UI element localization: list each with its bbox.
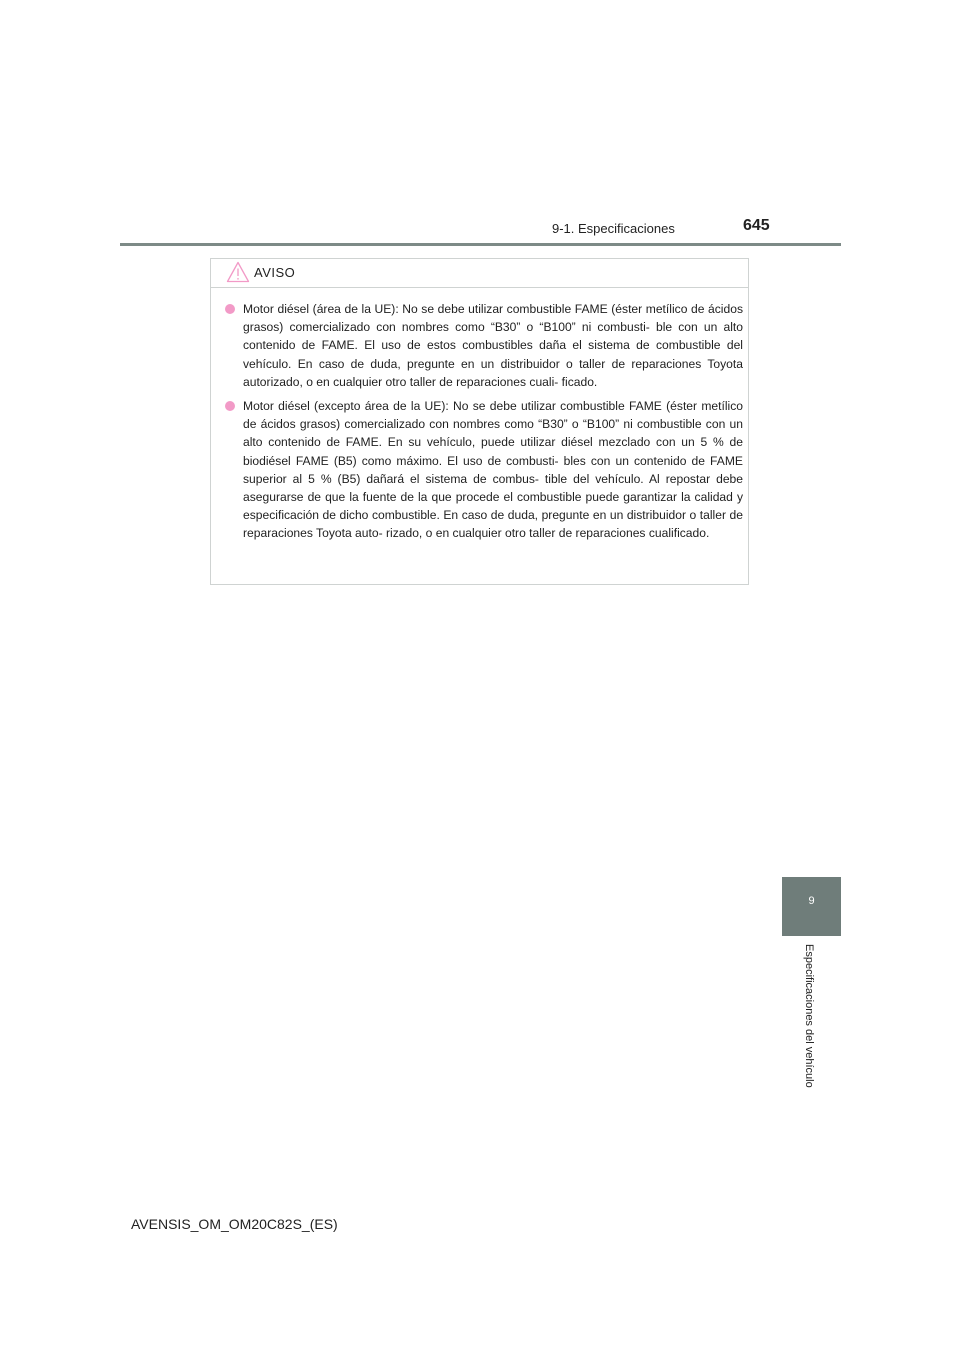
footer-code: AVENSIS_OM_OM20C82S_(ES): [131, 1216, 338, 1232]
warning-body: [224, 300, 743, 549]
bullet-dot-icon: [225, 304, 235, 314]
section-title: 9-1. Especificaciones: [552, 221, 675, 236]
warning-item-text: Motor diésel (área de la UE): No se debe utilizar combustible FAME (éster metílico de ácidos grasos) comercializado con nombres como “B30” o “B100” ni combusti- ble con un alto contenido de FAME. El uso de estos combustibles daña el sistema de combustible del vehículo. En caso de duda, pregunte en un distribuidor o taller de reparaciones Toyota autorizado, o en cualquier otro taller de reparaciones cuali- ficado.: [243, 302, 743, 389]
page-number: 645: [743, 217, 770, 234]
warning-item-non-eu: [224, 397, 743, 543]
warning-header: [211, 259, 748, 288]
header-divider: [120, 243, 841, 246]
warning-title: AVISO: [254, 265, 296, 280]
warning-box: [210, 258, 749, 585]
bullet-dot-icon: [225, 401, 235, 411]
chapter-label: Especificaciones del vehículo: [803, 944, 815, 1088]
warning-triangle-icon: [226, 261, 250, 283]
warning-item-text: Motor diésel (excepto área de la UE): No se debe utilizar combustible FAME (éster metílico de ácidos grasos) comercializado con nombres como “B30” o “B100” ni combustible con un alto contenido de FAME. En su vehículo, puede utilizar diésel mezclado con un 5 % de biodiésel FAME (B5) como máximo. El uso de combusti- bles con un contenido de FAME superior al 5 % (B5) dañará el sistema de combus- tible del vehículo. Al repostar debe asegurarse de que la fuente de la que procede el combustible puede garantizar la calidad y especificación de dicho combustible. En caso de duda, pregunte en un distribuidor o taller de reparaciones Toyota auto- rizado, o en cualquier otro taller de reparaciones cualificado.: [243, 399, 743, 541]
warning-item-eu: [224, 300, 743, 391]
chapter-tab: 9: [782, 877, 841, 936]
